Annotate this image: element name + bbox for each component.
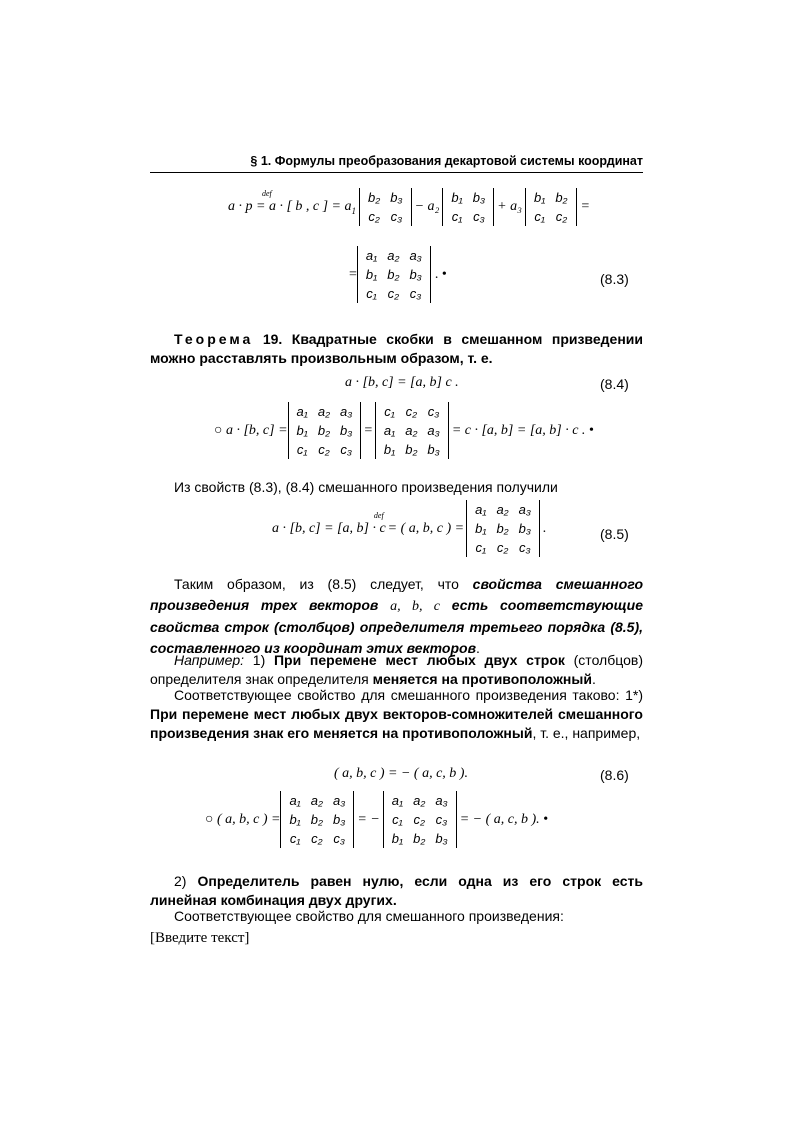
det-8-5-cell: a₂ <box>496 502 509 517</box>
det-8-5-cell: b₃ <box>518 521 532 536</box>
det3-8-3-cell: b₂ <box>387 267 400 282</box>
det-a-8-4-row <box>292 402 358 421</box>
det-a-8-6-cell: c₃ <box>333 831 345 846</box>
theorem-label: Теорема <box>174 331 254 347</box>
det-b2b3-row <box>363 188 408 207</box>
plus-a3: + a₃ <box>497 199 522 214</box>
det-b2b3-cell: b₃ <box>390 190 403 205</box>
det3-8-3-cell: a₃ <box>409 248 422 263</box>
eq-end: = <box>580 199 590 214</box>
det-a-8-4-row <box>292 440 358 459</box>
p3-bold2: меняется на противоположный <box>372 671 592 687</box>
det-a-8-6-cell: b₃ <box>332 812 346 827</box>
det-b-8-6-row <box>387 829 453 848</box>
p3-end: . <box>591 671 596 687</box>
p5-n: 2) <box>174 873 198 889</box>
det-b-8-6-cell: c₃ <box>435 812 448 827</box>
p2-normal: Таким образом, из (8.5) следует, что <box>174 576 473 592</box>
det-a-8-4-cell: c₁ <box>296 442 308 457</box>
eq-8-4: a · [b, c] = [a, b] c . <box>345 375 459 390</box>
p3-normal1: (столбцов) определителя знак определителя <box>150 652 643 687</box>
det-c-8-4-row <box>379 402 445 421</box>
eq-8-5-suffix: . <box>543 520 547 536</box>
eq-mid: = <box>363 422 373 438</box>
det-b1b3-cell: c₁ <box>451 209 463 224</box>
det-a-8-4-cell: a₃ <box>340 404 353 419</box>
det-8-5-cell: a₃ <box>518 502 532 517</box>
eq-number-8-4: (8.4) <box>600 376 629 392</box>
det3-8-3-cell: c₃ <box>409 286 422 301</box>
det3-8-3-cell: b₁ <box>365 267 378 282</box>
det-a-8-4-cell: b₁ <box>296 423 308 438</box>
det-b-8-6-cell: c₁ <box>392 812 403 827</box>
det-8-5 <box>466 500 540 557</box>
paragraph-4 <box>150 686 643 743</box>
det3-8-3-row <box>361 284 427 303</box>
det-a-8-4 <box>288 402 362 459</box>
proof-start: ○ a · [b, c] = <box>214 422 288 438</box>
det-8-5-row <box>470 519 536 538</box>
det-8-5-cell: b₁ <box>475 521 487 536</box>
det-c-8-4 <box>375 402 449 459</box>
eq-8-5-left: a · [b, c] = [a, b] · c <box>272 520 386 536</box>
eq-8-3-left-text: a · p = a · [ b , c ] = a <box>228 198 352 214</box>
eq-number-8-3: (8.3) <box>600 271 629 287</box>
det-a-8-6-row <box>284 810 350 829</box>
eq-8-5 <box>272 500 547 557</box>
det-b-8-6-cell: a₁ <box>391 793 404 808</box>
det-c-8-4-cell: b₃ <box>427 442 440 457</box>
det-b-8-6-row <box>387 791 453 810</box>
eq-8-6: ( a, b, c ) = − ( a, c, b ). <box>334 766 468 781</box>
det-c-8-4-cell: c₃ <box>427 404 440 419</box>
det3-8-3 <box>357 246 431 303</box>
det-b-8-6-row <box>387 810 453 829</box>
eq-8-3-left: def a · p = a · [ b , c ] = $a_1$ <box>228 188 357 216</box>
det-a-8-6-cell: c₁ <box>289 831 301 846</box>
det-b1b2-cell: b₁ <box>533 190 546 205</box>
det-a-8-4-row <box>292 421 358 440</box>
det-b2b3-row <box>363 207 408 226</box>
det-8-5-cell: c₃ <box>519 540 531 555</box>
det-8-5-row <box>470 538 536 557</box>
det-a-8-6-row <box>284 829 350 848</box>
eq-suffix: . • <box>434 266 447 282</box>
p2-bold-italic-2: есть соответствующие свойства строк (столбцов) определителя третьего порядка (8.5), составленного из координат этих векторов <box>150 597 643 656</box>
det-b1b2-row <box>529 188 573 207</box>
det-a-8-6 <box>280 791 354 848</box>
det-8-5-row <box>470 500 536 519</box>
eq-8-3-line2 <box>349 246 447 303</box>
det-b-8-6-cell: b₂ <box>413 831 426 846</box>
eq-8-3-line1 <box>228 188 590 226</box>
det-c-8-4-cell: b₂ <box>405 442 418 457</box>
det3-8-3-cell: a₁ <box>365 248 378 263</box>
det3-8-3-cell: b₃ <box>409 267 422 282</box>
det-b1b3-row <box>446 188 490 207</box>
det-a-8-4-cell: c₂ <box>318 442 330 457</box>
det-a-8-6-cell: b₁ <box>289 812 301 827</box>
det-b-8-6-cell: b₃ <box>435 831 448 846</box>
det-b1b3-cell: b₁ <box>451 190 463 205</box>
det-b-8-6-cell: c₂ <box>413 812 425 827</box>
p4-normal: Соответствующее свойство для смешанного произведения таково: <box>174 687 626 703</box>
proof-8-6-start: ○ ( a, b, c ) = <box>205 811 281 827</box>
theorem-text: 19. Квадратные скобки в смешанном призведении можно расставлять произвольным образом, т. е. <box>150 331 643 366</box>
det-a-8-6-cell: a₃ <box>332 793 346 808</box>
det3-8-3-row <box>361 265 427 284</box>
det-a-8-6-cell: a₂ <box>310 793 323 808</box>
det-c-8-4-row <box>379 421 445 440</box>
det3-8-3-row <box>361 246 427 265</box>
det-b-8-6-cell: a₃ <box>435 793 448 808</box>
det-8-5-cell: a₁ <box>475 502 487 517</box>
det-b2b3-cell: c₃ <box>390 209 403 224</box>
minus-a2: − a₂ <box>414 199 440 214</box>
det-a-8-6-row <box>284 791 350 810</box>
paragraph-1: Из свойств (8.3), (8.4) смешанного произведения получили <box>174 479 558 495</box>
det-8-5-cell: c₂ <box>496 540 509 555</box>
paragraph-3 <box>150 651 643 689</box>
det3-8-3-cell: c₁ <box>366 286 377 301</box>
det-a-8-4-cell: b₃ <box>340 423 353 438</box>
det-c-8-4-cell: c₁ <box>384 404 395 419</box>
running-header: § 1. Формулы преобразования декартовой системы координат <box>250 154 643 168</box>
footer-placeholder[interactable]: [Введите текст] <box>150 930 250 946</box>
p5-bold: Определитель равен нулю, если одна из его строк есть линейная комбинация двух других. <box>150 873 644 908</box>
det-b2b3 <box>359 188 412 226</box>
eq-prefix: = <box>349 266 357 282</box>
det-b2b3-cell: b₂ <box>368 190 381 205</box>
det-a-8-4-cell: b₂ <box>317 423 331 438</box>
det-c-8-4-cell: b₁ <box>383 442 396 457</box>
det-b-8-6-cell: b₁ <box>391 831 404 846</box>
p3-italic: Например: <box>174 652 245 668</box>
def-label-8-5: def <box>373 510 384 520</box>
det-8-5-cell: c₁ <box>475 540 487 555</box>
det-b1b2 <box>525 188 577 226</box>
det-b1b3-cell: c₃ <box>473 209 485 224</box>
det-b1b3-row <box>446 207 490 226</box>
eq-8-5-left-wrap <box>272 510 386 537</box>
det-c-8-4-cell: c₂ <box>405 404 418 419</box>
proof-8-6 <box>205 791 548 848</box>
det-a-8-6-cell: a₁ <box>289 793 301 808</box>
det-b1b2-row <box>529 207 573 226</box>
det-a-8-6-cell: c₂ <box>311 831 323 846</box>
def-label: def <box>262 188 272 198</box>
paragraph-5 <box>150 872 643 910</box>
p2-bold-italic-1: свойства смешанного произведения трех векторов <box>150 576 643 613</box>
theorem-19 <box>150 330 643 368</box>
eq-number-8-5: (8.5) <box>600 526 629 542</box>
p4-end: , т. е., например, <box>532 725 641 741</box>
det-a-8-4-cell: a₂ <box>317 404 331 419</box>
det-b-8-6 <box>383 791 457 848</box>
p2-end: . <box>476 640 480 656</box>
det3-8-3-cell: c₂ <box>387 286 400 301</box>
det-b2b3-cell: c₂ <box>368 209 380 224</box>
det-b1b3 <box>442 188 494 226</box>
det-b1b3-cell: b₃ <box>472 190 486 205</box>
p4-bold: При перемене мест любых двух векторов-сомножителей смешанного произведения знак его меняется на противоположный <box>150 706 643 741</box>
det-b1b2-cell: b₂ <box>555 190 568 205</box>
det-a-8-4-cell: a₁ <box>296 404 308 419</box>
p4-label: 1*) <box>625 687 643 703</box>
proof-8-6-end: = − ( a, c, b ). • <box>459 811 549 827</box>
det-b1b2-cell: c₁ <box>534 209 545 224</box>
det-c-8-4-cell: a₁ <box>383 423 396 438</box>
p3-bold1: При перемене мест любых двух строк <box>273 652 565 668</box>
det-8-5-cell: b₂ <box>496 521 509 536</box>
eq-8-5-mid: = ( a, b, c ) = <box>387 520 465 536</box>
det-a-8-6-cell: b₂ <box>310 812 323 827</box>
det-b-8-6-cell: a₂ <box>413 793 426 808</box>
proof-8-4 <box>214 402 594 459</box>
paragraph-6: Соответствующее свойство для смешанного произведения: <box>174 908 564 924</box>
eq-8-6-mid: = − <box>357 811 380 827</box>
det-c-8-4-cell: a₂ <box>405 423 418 438</box>
det3-8-3-cell: a₂ <box>387 248 400 263</box>
det-b1b2-cell: c₂ <box>555 209 568 224</box>
det-a-8-4-cell: c₃ <box>340 442 353 457</box>
proof-end: = c · [a, b] = [a, b] · c . • <box>451 422 594 438</box>
p3-n1: 1) <box>244 652 274 668</box>
det-c-8-4-row <box>379 440 445 459</box>
p2-vectors: a, b, c <box>390 599 441 614</box>
paragraph-2 <box>150 574 643 659</box>
header-rule <box>150 172 643 173</box>
det-c-8-4-cell: a₃ <box>427 423 440 438</box>
eq-number-8-6: (8.6) <box>600 767 629 783</box>
